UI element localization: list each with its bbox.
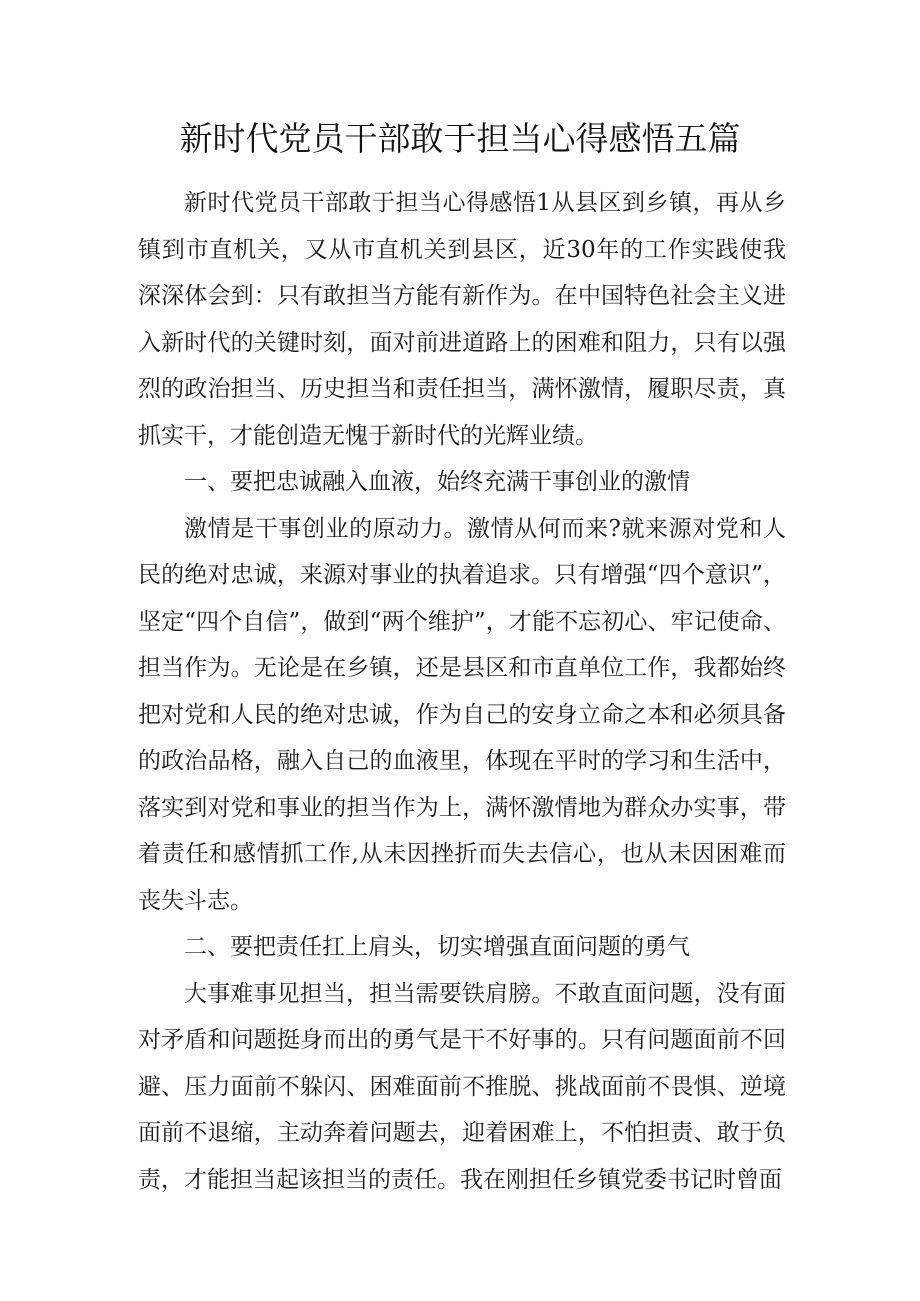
section-heading-2: 二、要把责任扛上肩头，切实增强直面问题的勇气 (184, 934, 690, 960)
document-body (138, 180, 786, 1203)
section-heading-1: 一、要把忠诚融入血液，始终充满干事创业的激情 (184, 469, 690, 495)
paragraph-section-1: 激情是干事创业的原动力。激情从何而来?就来源对党和人民的绝对忠诚，来源对事业的执着追求。只有增强“四个意识”，坚定“四个自信”，做到“两个维护”，才能不忘初心、牢记使命、担当作为。无论是在乡镇，还是县区和市直单位工作，我都始终把对党和人民的绝对忠诚，作为自己的安身立命之本和必须具备的政治品格，融入自己的血液里，体现在平时的学习和生活中，落实到对党和事业的担当作为上，满怀激情地为群众办实事，带着责任和感情抓工作,从未因挫折而失去信心，也从未因困难而丧失斗志。 (138, 515, 786, 914)
paragraph-intro: 新时代党员干部敢于担当心得感悟1从县区到乡镇，再从乡镇到市直机关，又从市直机关到县区，近30年的工作实践使我深深体会到：只有敢担当方能有新作为。在中国特色社会主义进入新时代的关键时刻，面对前进道路上的困难和阻力，只有以强烈的政治担当、历史担当和责任担当，满怀激情，履职尽责，真抓实干，才能创造无愧于新时代的光辉业绩。 (138, 190, 786, 449)
paragraph-section-2: 大事难事见担当，担当需要铁肩膀。不敢直面问题，没有面对矛盾和问题挺身而出的勇气是干不好事的。只有问题面前不回避、压力面前不躲闪、困难面前不推脱、挑战面前不畏惧、逆境面前不退缩，主动奔着问题去，迎着困难上，不怕担责、敢于负责，才能担当起该担当的责任。我在刚担任乡镇党委书记时曾面 (138, 980, 786, 1193)
document-title: 新时代党员干部敢于担当心得感悟五篇 (179, 119, 741, 158)
